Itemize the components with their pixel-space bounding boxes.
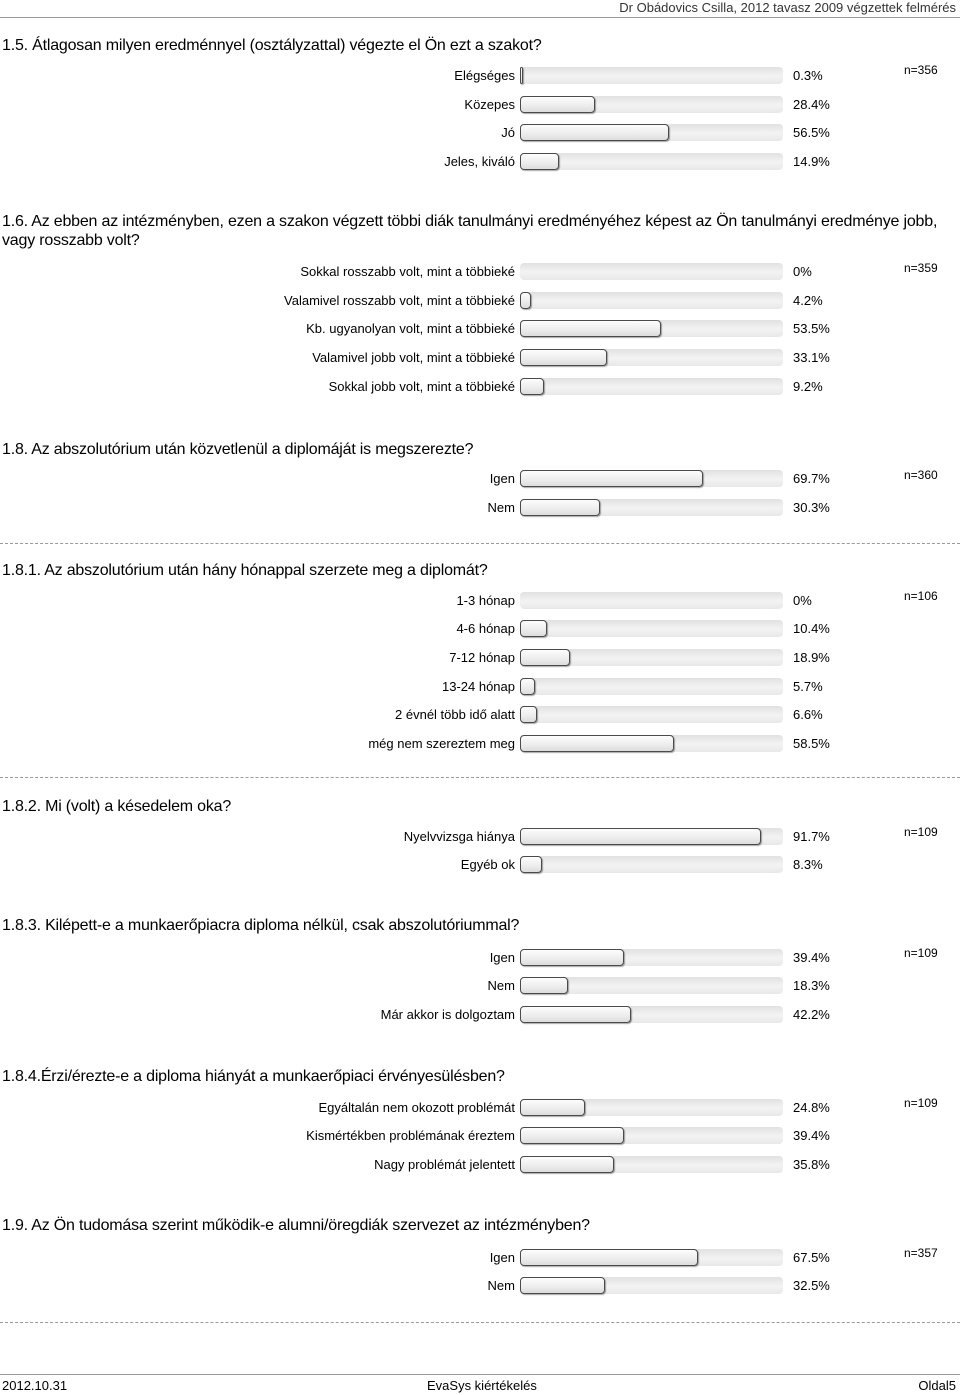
bar-track	[520, 1249, 783, 1266]
percentage-bar	[520, 96, 595, 113]
bar-track	[520, 1006, 783, 1023]
percentage-bar	[520, 735, 674, 752]
percentage-bar	[520, 1006, 631, 1023]
answer-label: Jó	[501, 125, 515, 140]
percentage-value: 33.1%	[793, 350, 830, 365]
percentage-bar	[520, 349, 607, 366]
bar-track	[520, 153, 783, 170]
percentage-value: 91.7%	[793, 829, 830, 844]
percentage-bar	[520, 378, 544, 395]
percentage-bar	[520, 1277, 605, 1294]
answer-label: Egyáltalán nem okozott problémát	[318, 1100, 515, 1115]
footer-date: 2012.10.31	[2, 1378, 68, 1393]
bar-track	[520, 1277, 783, 1294]
percentage-value: 5.7%	[793, 679, 823, 694]
answer-row	[0, 948, 960, 968]
answer-label: Sokkal rosszabb volt, mint a többieké	[300, 264, 515, 279]
section-divider	[0, 777, 960, 778]
answer-label: Igen	[489, 1250, 515, 1265]
answer-label: Sokkal jobb volt, mint a többieké	[328, 379, 515, 394]
answer-row	[0, 291, 960, 311]
answer-row	[0, 348, 960, 368]
question-title: 1.9. Az Ön tudomása szerint működik-e alumni/öregdiák szervezet az intézményben?	[2, 1217, 590, 1234]
answer-row	[0, 123, 960, 143]
bar-track	[520, 620, 783, 637]
percentage-value: 53.5%	[793, 321, 830, 336]
bar-track	[520, 649, 783, 666]
bar-track	[520, 263, 783, 280]
bar-track	[520, 499, 783, 516]
section-divider	[0, 1322, 960, 1323]
answer-row	[0, 734, 960, 754]
percentage-bar	[520, 678, 535, 695]
bar-track	[520, 1156, 783, 1173]
answer-label: Igen	[489, 950, 515, 965]
sample-size-label: n=109	[904, 946, 938, 960]
answer-row	[0, 469, 960, 489]
answer-label: Jeles, kiváló	[444, 154, 515, 169]
footer-title: EvaSys kiértékelés	[427, 1378, 537, 1393]
percentage-bar	[520, 499, 600, 516]
sample-size-label: n=106	[904, 589, 938, 603]
answer-label: Nyelvvizsga hiánya	[403, 829, 515, 844]
percentage-value: 8.3%	[793, 857, 823, 872]
answer-row	[0, 855, 960, 875]
answer-row	[0, 1126, 960, 1146]
bar-track	[520, 735, 783, 752]
percentage-bar	[520, 67, 523, 84]
answer-row	[0, 66, 960, 86]
answer-label: Kb. ugyanolyan volt, mint a többieké	[306, 321, 515, 336]
answer-label: 7-12 hónap	[449, 650, 515, 665]
percentage-bar	[520, 153, 559, 170]
answer-label: Nem	[487, 1278, 515, 1293]
percentage-bar	[520, 856, 542, 873]
question-title: 1.8. Az abszolutórium után közvetlenül a diplomáját is megszerezte?	[2, 441, 474, 458]
answer-row	[0, 95, 960, 115]
question-title: 1.6. Az ebben az intézményben, ezen a szakon végzett többi diák tanulmányi eredményéhez képest az Ön tanulmányi eredménye jobb, vagy rosszabb volt?	[2, 213, 938, 249]
percentage-value: 69.7%	[793, 471, 830, 486]
answer-row	[0, 262, 960, 282]
question-title: 1.8.2. Mi (volt) a késedelem oka?	[2, 798, 232, 815]
answer-label: Elégséges	[454, 68, 515, 83]
percentage-value: 39.4%	[793, 950, 830, 965]
percentage-value: 18.9%	[793, 650, 830, 665]
answer-row	[0, 377, 960, 397]
sample-size-label: n=109	[904, 825, 938, 839]
answer-label: még nem szereztem meg	[368, 736, 515, 751]
percentage-value: 35.8%	[793, 1157, 830, 1172]
percentage-bar	[520, 1127, 624, 1144]
answer-label: 1-3 hónap	[456, 593, 515, 608]
percentage-value: 28.4%	[793, 97, 830, 112]
question-title: 1.8.4.Érzi/érezte-e a diploma hiányát a munkaerőpiaci érvényesülésben?	[2, 1068, 505, 1085]
answer-label: Nem	[487, 978, 515, 993]
percentage-value: 58.5%	[793, 736, 830, 751]
answer-row	[0, 827, 960, 847]
percentage-bar	[520, 706, 537, 723]
answer-row	[0, 1098, 960, 1118]
percentage-value: 0%	[793, 264, 812, 279]
percentage-bar	[520, 292, 531, 309]
report-author: Dr Obádovics Csilla, 2012 tavasz 2009 végzettek felmérés	[619, 0, 956, 15]
percentage-value: 56.5%	[793, 125, 830, 140]
sample-size-label: n=357	[904, 1246, 938, 1260]
bar-track	[520, 378, 783, 395]
answer-label: Valamivel rosszabb volt, mint a többieké	[284, 293, 515, 308]
percentage-bar	[520, 124, 669, 141]
answer-row	[0, 319, 960, 339]
answer-label: Nagy problémát jelentett	[374, 1157, 515, 1172]
answer-label: Közepes	[464, 97, 515, 112]
percentage-bar	[520, 828, 761, 845]
bar-track	[520, 592, 783, 609]
answer-row	[0, 619, 960, 639]
sample-size-label: n=359	[904, 261, 938, 275]
footer-divider	[0, 1374, 960, 1375]
percentage-bar	[520, 1249, 698, 1266]
percentage-value: 30.3%	[793, 500, 830, 515]
answer-label: Nem	[487, 500, 515, 515]
answer-row	[0, 677, 960, 697]
percentage-bar	[520, 1156, 614, 1173]
percentage-value: 10.4%	[793, 621, 830, 636]
footer-page-number: Oldal5	[918, 1378, 956, 1393]
percentage-value: 9.2%	[793, 379, 823, 394]
percentage-value: 14.9%	[793, 154, 830, 169]
bar-track	[520, 320, 783, 337]
answer-label: 13-24 hónap	[441, 679, 515, 694]
bar-track	[520, 856, 783, 873]
bar-track	[520, 678, 783, 695]
answer-label: Egyéb ok	[460, 857, 515, 872]
percentage-value: 32.5%	[793, 1278, 830, 1293]
answer-label: Valamivel jobb volt, mint a többieké	[312, 350, 515, 365]
bar-track	[520, 124, 783, 141]
bar-track	[520, 706, 783, 723]
answer-row	[0, 591, 960, 611]
answer-row	[0, 1248, 960, 1268]
answer-row	[0, 648, 960, 668]
sample-size-label: n=356	[904, 63, 938, 77]
answer-row	[0, 1276, 960, 1296]
bar-track	[520, 470, 783, 487]
answer-row	[0, 705, 960, 725]
question-title: 1.8.1. Az abszolutórium után hány hónappal szerzete meg a diplomát?	[2, 562, 488, 579]
bar-track	[520, 977, 783, 994]
percentage-bar	[520, 1099, 585, 1116]
answer-row	[0, 1155, 960, 1175]
question-title: 1.8.3. Kilépett-e a munkaerőpiacra diploma nélkül, csak abszolutóriummal?	[2, 917, 520, 934]
bar-track	[520, 949, 783, 966]
answer-label: 2 évnél több idő alatt	[395, 707, 515, 722]
percentage-value: 42.2%	[793, 1007, 830, 1022]
percentage-bar	[520, 949, 624, 966]
percentage-bar	[520, 470, 703, 487]
answer-label: Igen	[489, 471, 515, 486]
section-divider	[0, 543, 960, 544]
answer-row	[0, 976, 960, 996]
bar-track	[520, 349, 783, 366]
bar-track	[520, 292, 783, 309]
percentage-value: 18.3%	[793, 978, 830, 993]
sample-size-label: n=109	[904, 1096, 938, 1110]
answer-label: Már akkor is dolgoztam	[380, 1007, 515, 1022]
bar-track	[520, 1099, 783, 1116]
percentage-bar	[520, 649, 570, 666]
bar-track	[520, 67, 783, 84]
bar-track	[520, 96, 783, 113]
sample-size-label: n=360	[904, 468, 938, 482]
percentage-value: 6.6%	[793, 707, 823, 722]
percentage-bar	[520, 320, 661, 337]
percentage-bar	[520, 620, 547, 637]
percentage-value: 0%	[793, 593, 812, 608]
bar-track	[520, 828, 783, 845]
header-divider	[0, 17, 960, 18]
percentage-value: 67.5%	[793, 1250, 830, 1265]
answer-label: Kismértékben problémának éreztem	[306, 1128, 515, 1143]
percentage-value: 4.2%	[793, 293, 823, 308]
answer-row	[0, 498, 960, 518]
answer-row	[0, 152, 960, 172]
bar-track	[520, 1127, 783, 1144]
percentage-value: 0.3%	[793, 68, 823, 83]
answer-row	[0, 1005, 960, 1025]
answer-label: 4-6 hónap	[456, 621, 515, 636]
question-title: 1.5. Átlagosan milyen eredménnyel (osztályzattal) végezte el Ön ezt a szakot?	[2, 37, 542, 54]
percentage-value: 39.4%	[793, 1128, 830, 1143]
percentage-bar	[520, 977, 568, 994]
percentage-value: 24.8%	[793, 1100, 830, 1115]
